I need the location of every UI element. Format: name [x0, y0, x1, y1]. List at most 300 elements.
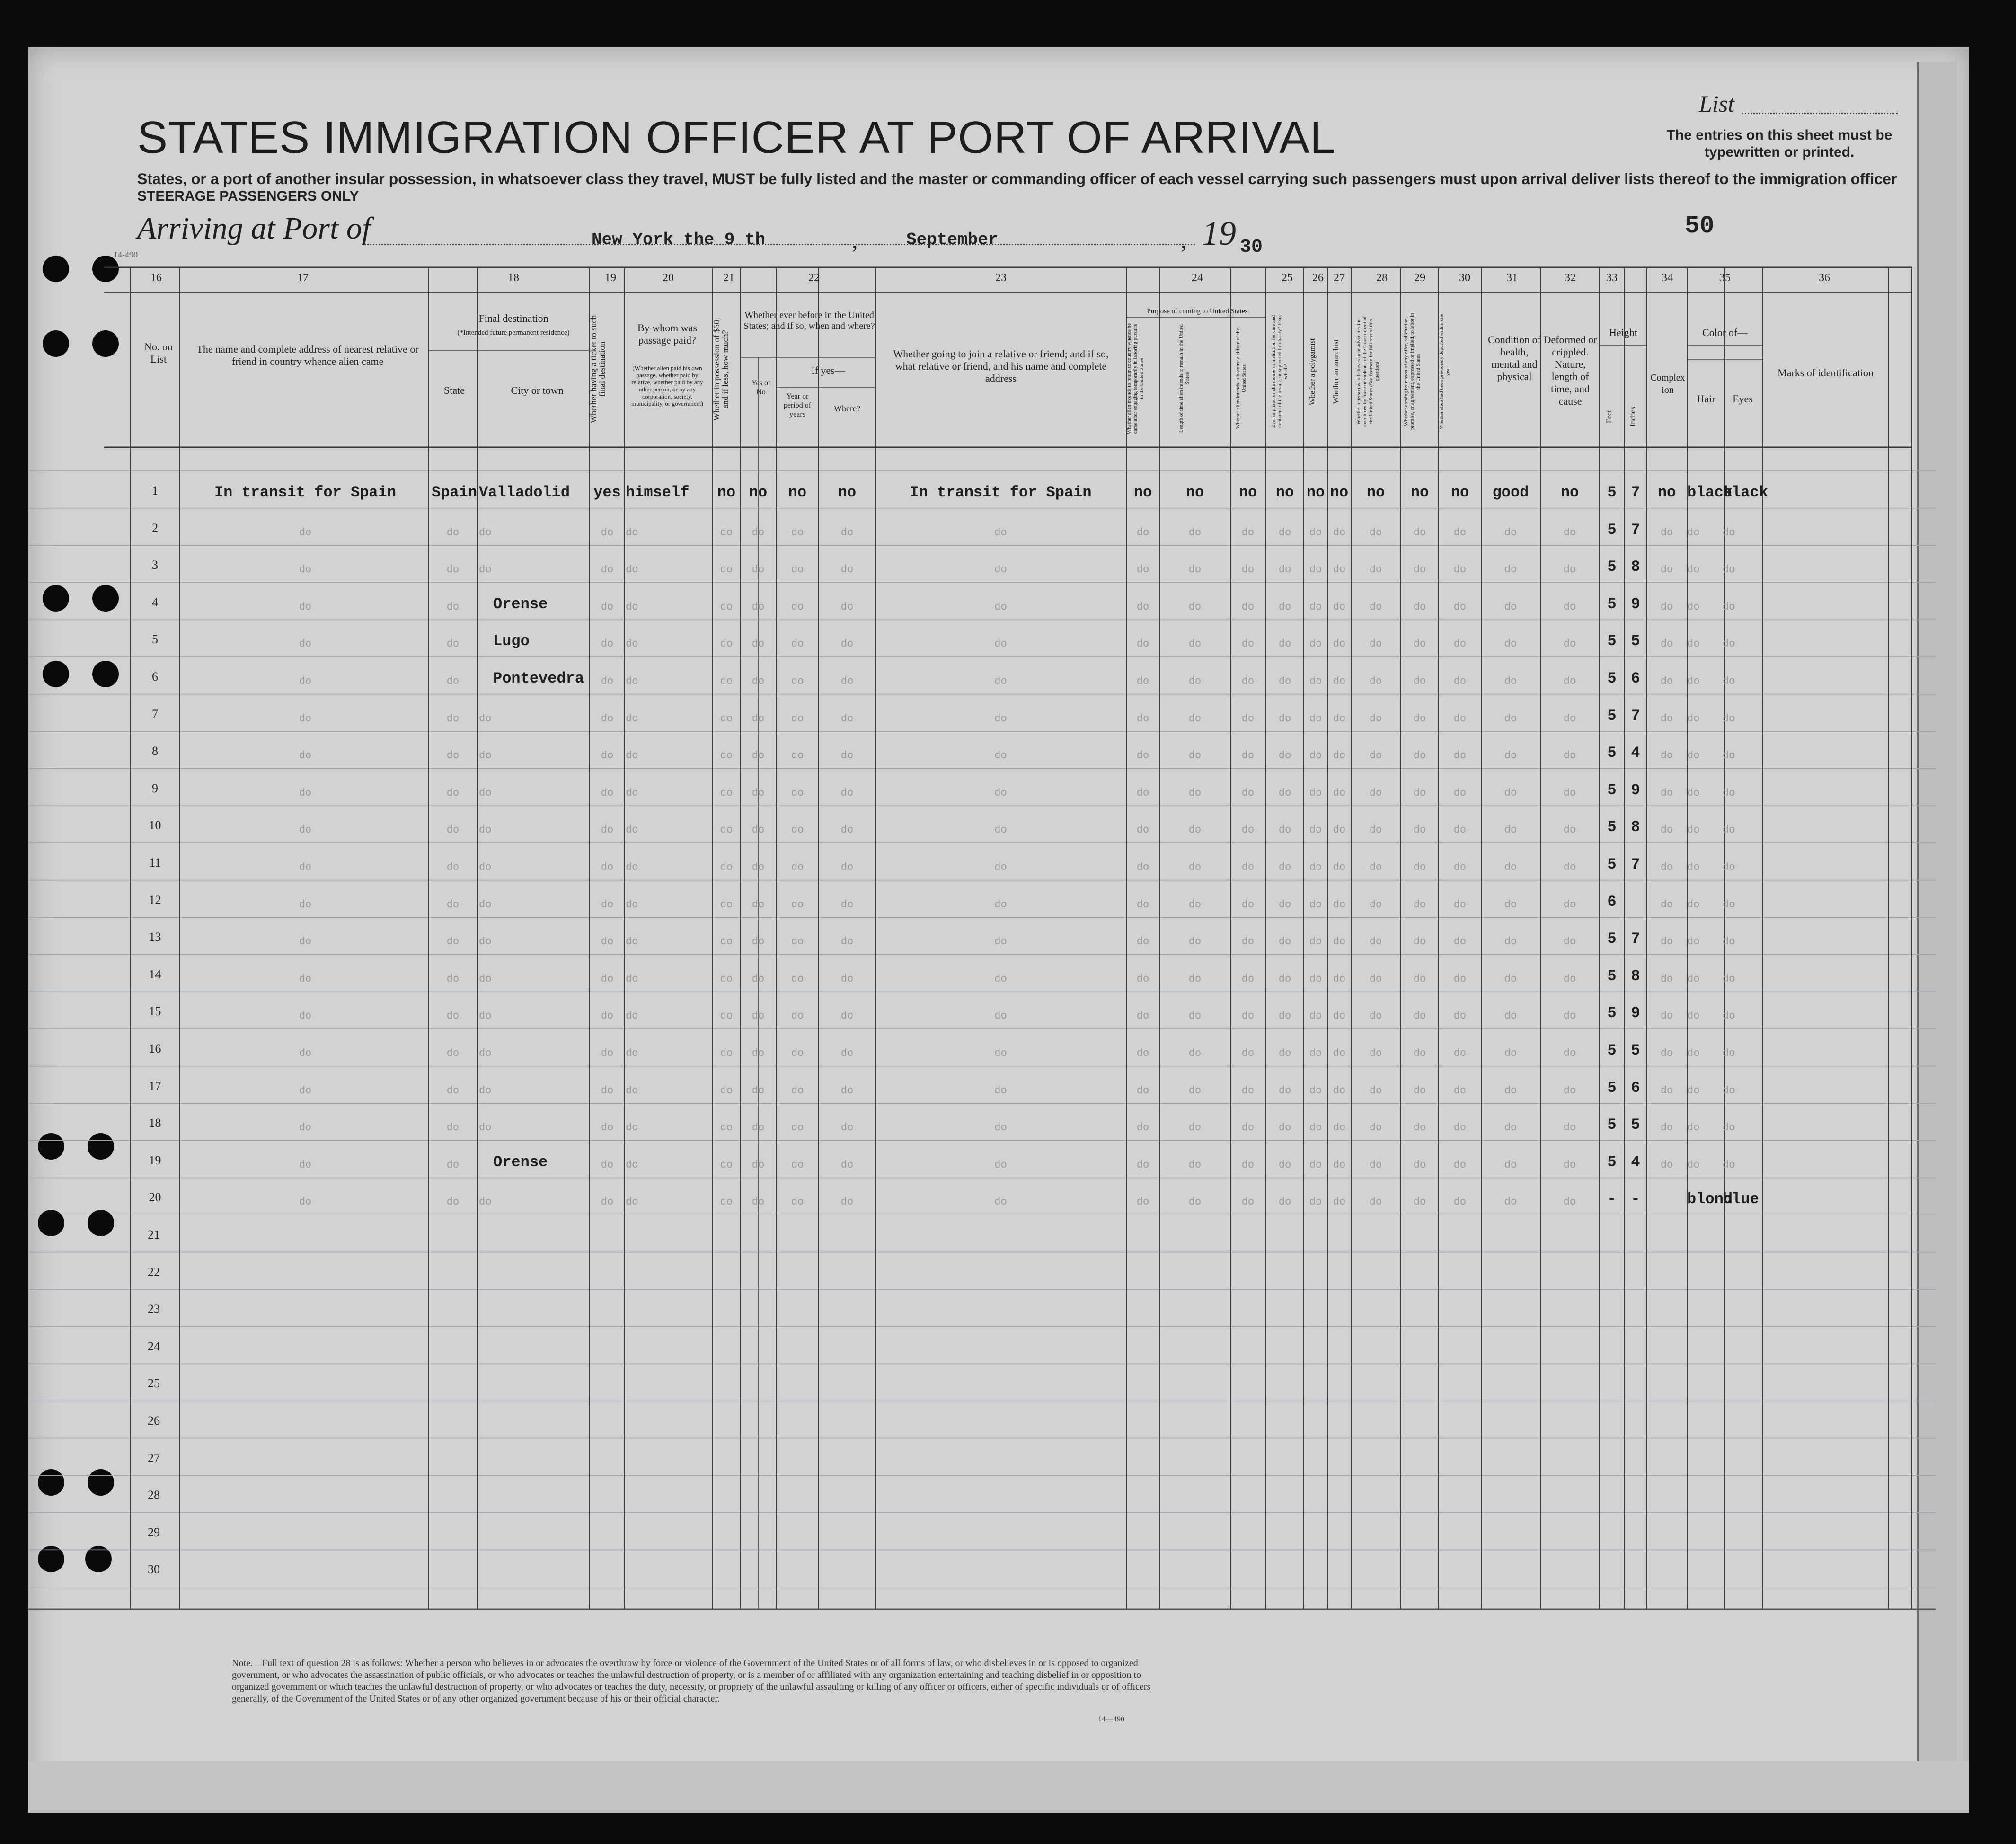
- cell-complexion: do: [1660, 936, 1673, 948]
- cell-hair: do: [1687, 638, 1700, 650]
- row-number: 24: [148, 1339, 160, 1353]
- cell-fifty: do: [720, 526, 733, 539]
- cell-fifty: do: [720, 1159, 733, 1171]
- cell-where: do: [840, 712, 854, 725]
- cell-health: do: [1504, 1010, 1517, 1022]
- column-number: 20: [663, 272, 674, 284]
- cell-join: do: [994, 750, 1007, 762]
- row-number: 6: [152, 670, 158, 683]
- cell-c27: do: [1333, 675, 1346, 687]
- cell-ticket: do: [601, 564, 614, 576]
- cell-join: do: [994, 526, 1007, 539]
- cell-c26: do: [1309, 936, 1322, 948]
- cell-paid: do: [626, 861, 638, 873]
- cell-c25: do: [1278, 1010, 1291, 1022]
- cell-where: do: [840, 1084, 854, 1097]
- cell-ever: do: [752, 1159, 765, 1171]
- cell-hair: do: [1687, 675, 1700, 687]
- cell-feet: 5: [1607, 632, 1617, 650]
- form-number: 14-490: [114, 250, 138, 259]
- cell-join: In transit for Spain: [910, 484, 1092, 501]
- cell-p-a: do: [1136, 973, 1149, 985]
- cell-where: do: [840, 898, 854, 911]
- cell-feet: 5: [1607, 1004, 1617, 1022]
- cell-ever: do: [752, 1084, 765, 1097]
- cell-paid: do: [626, 601, 638, 613]
- cell-inches: 9: [1631, 595, 1640, 613]
- cell-paid: do: [626, 1047, 638, 1059]
- cell-c30: do: [1453, 675, 1467, 687]
- cell-c27: do: [1333, 750, 1346, 762]
- cell-eyes: do: [1723, 638, 1735, 650]
- cell-p-c: do: [1241, 564, 1255, 576]
- cell-c25: no: [1275, 484, 1294, 501]
- cell-paid: do: [626, 1122, 638, 1134]
- cell-feet: 5: [1607, 595, 1617, 613]
- instructions-line: States, or a port of another insular possession, in whatsoever class they travel, MUST be fully listed and the master or commanding officer of each vessel carrying such passengers must upon arrival deliver lists thereof to the immigration officer: [137, 170, 1897, 187]
- cell-fifty: do: [720, 936, 733, 948]
- cell-c26: do: [1309, 712, 1322, 725]
- cell-state: do: [446, 1010, 460, 1022]
- cell-c27: do: [1333, 1196, 1346, 1208]
- cell-p-a: do: [1136, 638, 1149, 650]
- cell-p-a: do: [1136, 1159, 1149, 1171]
- cell-ticket: do: [601, 675, 614, 687]
- row-number: 27: [148, 1451, 160, 1465]
- cell-hair: do: [1687, 787, 1700, 799]
- header-by-whom: By whom was passage paid?: [637, 322, 697, 346]
- header-previously-deported: Whether alien had been previously deported within one year: [1439, 313, 1450, 430]
- cell-p-b: do: [1188, 675, 1202, 687]
- column-number: 27: [1334, 272, 1345, 284]
- cell-p-c: do: [1241, 601, 1255, 613]
- passenger-class-label: STEERAGE PASSENGERS ONLY: [137, 188, 359, 204]
- cell-c29: do: [1413, 638, 1426, 650]
- arrival-port-value: New York the 9 th: [592, 230, 766, 249]
- cell-paid: do: [626, 936, 638, 948]
- cell-years: do: [791, 898, 804, 911]
- cell-c29: do: [1413, 712, 1426, 725]
- cell-hair: do: [1687, 1122, 1700, 1134]
- cell-p-a: do: [1136, 936, 1149, 948]
- cell-health: do: [1504, 861, 1517, 873]
- header-if-yes: If yes—: [811, 364, 845, 376]
- cell-p-a: do: [1136, 1084, 1149, 1097]
- cell-c30: do: [1453, 1010, 1467, 1022]
- cell-relative: do: [299, 824, 312, 836]
- cell-state: do: [446, 973, 460, 985]
- cell-join: do: [994, 1010, 1007, 1022]
- cell-city: do: [479, 1047, 492, 1059]
- header-yes-or-no: Yes or No: [751, 379, 771, 396]
- cell-years: do: [791, 1196, 804, 1208]
- cell-feet: 5: [1607, 707, 1617, 725]
- cell-inches: 8: [1631, 967, 1640, 985]
- cell-ever: do: [752, 861, 765, 873]
- cell-feet: 5: [1607, 670, 1617, 687]
- cell-hair: do: [1687, 601, 1700, 613]
- cell-ticket: do: [601, 750, 614, 762]
- cell-c30: do: [1453, 1047, 1467, 1059]
- cell-c29: do: [1413, 787, 1426, 799]
- cell-eyes: do: [1723, 1159, 1735, 1171]
- cell-inches: 4: [1631, 1153, 1640, 1171]
- cell-c30: do: [1453, 973, 1467, 985]
- cell-c29: do: [1413, 1047, 1426, 1059]
- cell-c25: do: [1278, 973, 1291, 985]
- cell-join: do: [994, 824, 1007, 836]
- column-number: 23: [995, 272, 1007, 284]
- cell-c29: do: [1413, 750, 1426, 762]
- row-number: 5: [152, 632, 158, 647]
- column-number: 34: [1662, 272, 1673, 284]
- cell-complexion: do: [1660, 638, 1673, 650]
- cell-inches: 8: [1631, 558, 1640, 576]
- cell-ever: do: [752, 787, 765, 799]
- column-number: 19: [605, 272, 616, 284]
- cell-p-a: do: [1136, 1122, 1149, 1134]
- cell-feet: 5: [1607, 856, 1617, 873]
- cell-c26: do: [1309, 898, 1322, 911]
- cell-c27: do: [1333, 638, 1346, 650]
- cell-c29: do: [1413, 1122, 1426, 1134]
- cell-eyes: do: [1723, 675, 1735, 687]
- header-city: City or town: [511, 384, 564, 396]
- cell-c29: do: [1413, 1159, 1426, 1171]
- cell-join: do: [994, 601, 1007, 613]
- cell-relative: do: [299, 787, 312, 799]
- cell-health: do: [1504, 1159, 1517, 1171]
- cell-fifty: do: [720, 601, 733, 613]
- cell-relative: In transit for Spain: [214, 484, 397, 501]
- row-number: 14: [149, 967, 161, 981]
- cell-ticket: do: [601, 787, 614, 799]
- cell-relative: do: [299, 1159, 312, 1171]
- cell-years: do: [791, 1159, 804, 1171]
- cell-relative: do: [299, 675, 312, 687]
- cell-c29: do: [1413, 1010, 1426, 1022]
- cell-deformed: do: [1563, 787, 1576, 799]
- cell-relative: do: [299, 564, 312, 576]
- row-number: 11: [149, 856, 161, 869]
- cell-join: do: [994, 1122, 1007, 1134]
- cell-paid: do: [626, 526, 638, 539]
- cell-join: do: [994, 1084, 1007, 1097]
- cell-complexion: do: [1660, 675, 1673, 687]
- cell-c26: do: [1309, 1010, 1322, 1022]
- header-purpose: Purpose of coming to United States: [1147, 308, 1248, 315]
- cell-c25: do: [1278, 1084, 1291, 1097]
- cell-ticket: do: [601, 936, 614, 948]
- cell-state: do: [446, 787, 460, 799]
- cell-c25: do: [1278, 526, 1291, 539]
- cell-complexion: do: [1660, 973, 1673, 985]
- cell-where: do: [840, 1010, 854, 1022]
- cell-c28: do: [1369, 787, 1382, 799]
- cell-join: do: [994, 564, 1007, 576]
- cell-p-b: do: [1188, 1196, 1202, 1208]
- cell-c27: do: [1333, 712, 1346, 725]
- cell-paid: himself: [626, 484, 690, 501]
- header-complexion: Complexion: [1650, 372, 1685, 395]
- cell-p-b: do: [1188, 898, 1202, 911]
- cell-city: Lugo: [493, 632, 530, 650]
- cell-p-a: do: [1136, 526, 1149, 539]
- row-number: 21: [148, 1228, 160, 1241]
- row-number: 9: [152, 781, 158, 795]
- cell-eyes: do: [1723, 564, 1735, 576]
- cell-deformed: do: [1563, 638, 1576, 650]
- row-number: 13: [149, 930, 161, 944]
- row-number: 2: [152, 521, 158, 535]
- sheet-number: 50: [1685, 212, 1715, 240]
- cell-c27: do: [1333, 861, 1346, 873]
- cell-years: do: [791, 1010, 804, 1022]
- cell-where: do: [840, 973, 854, 985]
- cell-c26: do: [1309, 1196, 1322, 1208]
- cell-paid: do: [626, 1084, 638, 1097]
- cell-c25: do: [1278, 861, 1291, 873]
- cell-fifty: do: [720, 973, 733, 985]
- cell-c30: do: [1453, 1122, 1467, 1134]
- cell-health: do: [1504, 1084, 1517, 1097]
- cell-city: do: [479, 750, 492, 762]
- cell-deformed: do: [1563, 936, 1576, 948]
- cell-p-b: do: [1188, 936, 1202, 948]
- cell-health: do: [1504, 638, 1517, 650]
- cell-feet: 5: [1607, 521, 1617, 539]
- cell-c27: do: [1333, 936, 1346, 948]
- cell-where: do: [840, 1159, 854, 1171]
- cell-eyes: do: [1723, 601, 1735, 613]
- cell-health: do: [1504, 898, 1517, 911]
- cell-deformed: do: [1563, 1159, 1576, 1171]
- column-number: 21: [723, 272, 734, 284]
- header-eyes: Eyes: [1733, 393, 1753, 405]
- cell-state: Spain: [432, 484, 477, 501]
- cell-c28: do: [1369, 1159, 1382, 1171]
- cell-inches: 7: [1631, 930, 1640, 948]
- cell-relative: do: [299, 712, 312, 725]
- cell-fifty: do: [720, 1084, 733, 1097]
- cell-hair: do: [1687, 712, 1700, 725]
- cell-eyes: do: [1723, 898, 1735, 911]
- cell-years: do: [791, 526, 804, 539]
- header-prison-almshouse: Ever in prison or almshouse or institution for care and treatment of the insane, or supported by charity? If so, which?: [1271, 315, 1289, 428]
- cell-fifty: no: [717, 484, 736, 501]
- cell-hair: do: [1687, 898, 1700, 911]
- cell-c26: do: [1309, 824, 1322, 836]
- cell-eyes: do: [1723, 824, 1735, 836]
- cell-p-b: do: [1188, 601, 1202, 613]
- cell-c26: do: [1309, 750, 1322, 762]
- row-number: 15: [149, 1004, 161, 1019]
- cell-feet: 6: [1607, 893, 1617, 911]
- row-number: 25: [148, 1376, 160, 1391]
- cell-ever: do: [752, 898, 765, 911]
- typewritten-notice: The entries on this sheet must be typewritten or printed.: [1666, 127, 1892, 160]
- cell-eyes: black: [1723, 484, 1768, 501]
- cell-ever: do: [752, 526, 765, 539]
- cell-p-b: do: [1188, 861, 1202, 873]
- cell-inches: 9: [1631, 1004, 1640, 1022]
- cell-c28: do: [1369, 750, 1382, 762]
- cell-where: no: [838, 484, 857, 501]
- cell-c28: do: [1369, 675, 1382, 687]
- cell-health: do: [1504, 712, 1517, 725]
- row-number: 26: [148, 1414, 160, 1427]
- cell-join: do: [994, 712, 1007, 725]
- cell-inches: 7: [1631, 856, 1640, 873]
- header-possession-50: Whether in possession of $50, and if less, how much?: [712, 318, 730, 421]
- cell-c25: do: [1278, 675, 1291, 687]
- cell-where: do: [840, 787, 854, 799]
- cell-p-c: do: [1241, 526, 1255, 539]
- cell-p-b: do: [1188, 1010, 1202, 1022]
- cell-c29: do: [1413, 824, 1426, 836]
- cell-c27: do: [1333, 1122, 1346, 1134]
- cell-c28: do: [1369, 824, 1382, 836]
- cell-c29: do: [1413, 973, 1426, 985]
- column-number: 29: [1414, 272, 1425, 284]
- arrival-month: September: [906, 230, 999, 249]
- column-number: 32: [1565, 272, 1576, 284]
- cell-c30: do: [1453, 1159, 1467, 1171]
- page-title: STATES IMMIGRATION OFFICER AT PORT OF ARRIVAL: [137, 112, 1336, 163]
- year-suffix: 30: [1240, 237, 1263, 258]
- cell-paid: do: [626, 1159, 638, 1171]
- cell-where: do: [840, 526, 854, 539]
- cell-eyes: do: [1723, 936, 1735, 948]
- cell-hair: do: [1687, 526, 1700, 539]
- cell-p-c: do: [1241, 898, 1255, 911]
- cell-complexion: do: [1660, 750, 1673, 762]
- cell-deformed: do: [1563, 824, 1576, 836]
- cell-p-a: no: [1133, 484, 1152, 501]
- cell-p-a: do: [1136, 675, 1149, 687]
- cell-health: do: [1504, 936, 1517, 948]
- cell-relative: do: [299, 936, 312, 948]
- cell-relative: do: [299, 1122, 312, 1134]
- cell-paid: do: [626, 1196, 638, 1208]
- header-join-relative: Whether going to join a relative or friend; and if so, what relative or friend, and his name and complete address: [893, 348, 1109, 384]
- cell-relative: do: [299, 1010, 312, 1022]
- cell-c30: do: [1453, 898, 1467, 911]
- row-number: 18: [149, 1116, 161, 1130]
- cell-where: do: [840, 675, 854, 687]
- cell-deformed: do: [1563, 1122, 1576, 1134]
- cell-years: do: [791, 675, 804, 687]
- cell-state: do: [446, 675, 460, 687]
- cell-deformed: do: [1563, 750, 1576, 762]
- cell-years: do: [791, 787, 804, 799]
- cell-c27: do: [1333, 973, 1346, 985]
- cell-feet: 5: [1607, 930, 1617, 948]
- cell-where: do: [840, 936, 854, 948]
- header-by-whom-note: (Whether alien paid his own passage, whether paid by relative, whether paid by any other person, or by any corporation, society, municipality, or government): [631, 364, 703, 407]
- cell-p-a: do: [1136, 1010, 1149, 1022]
- cell-health: do: [1504, 973, 1517, 985]
- cell-deformed: do: [1563, 526, 1576, 539]
- cell-c28: do: [1369, 1010, 1382, 1022]
- cell-p-b: do: [1188, 1159, 1202, 1171]
- cell-p-c: do: [1241, 675, 1255, 687]
- cell-years: do: [791, 1122, 804, 1134]
- cell-complexion: do: [1660, 898, 1673, 911]
- cell-p-b: do: [1188, 712, 1202, 725]
- cell-feet: 5: [1607, 1079, 1617, 1097]
- cell-fifty: do: [720, 787, 733, 799]
- cell-where: do: [840, 824, 854, 836]
- separator-comma: ,: [852, 227, 858, 253]
- cell-c29: do: [1413, 936, 1426, 948]
- cell-c27: do: [1333, 787, 1346, 799]
- cell-health: do: [1504, 526, 1517, 539]
- cell-state: do: [446, 601, 460, 613]
- cell-c26: do: [1309, 638, 1322, 650]
- cell-where: do: [840, 601, 854, 613]
- header-ever-before: Whether ever before in the United States; and if so, when and where?: [743, 310, 875, 331]
- header-ticket: Whether having a ticket to such final destination: [589, 315, 607, 424]
- cell-c27: do: [1333, 1010, 1346, 1022]
- column-number: 33: [1606, 272, 1618, 284]
- cell-fifty: do: [720, 712, 733, 725]
- cell-fifty: do: [720, 824, 733, 836]
- cell-ever: do: [752, 564, 765, 576]
- cell-eyes: do: [1723, 861, 1735, 873]
- column-number: 35: [1719, 272, 1731, 284]
- cell-state: do: [446, 526, 460, 539]
- cell-ticket: do: [601, 1010, 614, 1022]
- cell-ever: do: [752, 1196, 765, 1208]
- cell-inches: 7: [1631, 707, 1640, 725]
- cell-c27: do: [1333, 1084, 1346, 1097]
- row-number: 7: [152, 707, 158, 721]
- header-where: Where?: [834, 404, 860, 413]
- cell-c30: do: [1453, 638, 1467, 650]
- cell-state: do: [446, 1122, 460, 1134]
- cell-c26: do: [1309, 787, 1322, 799]
- column-number: 25: [1282, 272, 1293, 284]
- cell-join: do: [994, 861, 1007, 873]
- cell-c26: no: [1306, 484, 1325, 501]
- cell-health: do: [1504, 1047, 1517, 1059]
- cell-fifty: do: [720, 1047, 733, 1059]
- cell-city: do: [479, 1122, 492, 1134]
- cell-deformed: do: [1563, 1047, 1576, 1059]
- cell-join: do: [994, 638, 1007, 650]
- column-number: 36: [1819, 272, 1830, 284]
- cell-ticket: do: [601, 1047, 614, 1059]
- cell-hair: do: [1687, 1010, 1700, 1022]
- column-number: 17: [297, 272, 309, 284]
- cell-fifty: do: [720, 638, 733, 650]
- cell-ever: no: [749, 484, 768, 501]
- cell-paid: do: [626, 824, 638, 836]
- cell-fifty: do: [720, 1122, 733, 1134]
- cell-state: do: [446, 1084, 460, 1097]
- cell-hair: do: [1687, 1047, 1700, 1059]
- cell-p-c: do: [1241, 861, 1255, 873]
- row-number: 28: [148, 1488, 160, 1502]
- column-number: 28: [1376, 272, 1388, 284]
- cell-p-b: do: [1188, 1122, 1202, 1134]
- cell-paid: do: [626, 712, 638, 725]
- cell-c28: do: [1369, 638, 1382, 650]
- cell-inches: -: [1631, 1190, 1640, 1208]
- cell-city: do: [479, 1010, 492, 1022]
- cell-ticket: do: [601, 898, 614, 911]
